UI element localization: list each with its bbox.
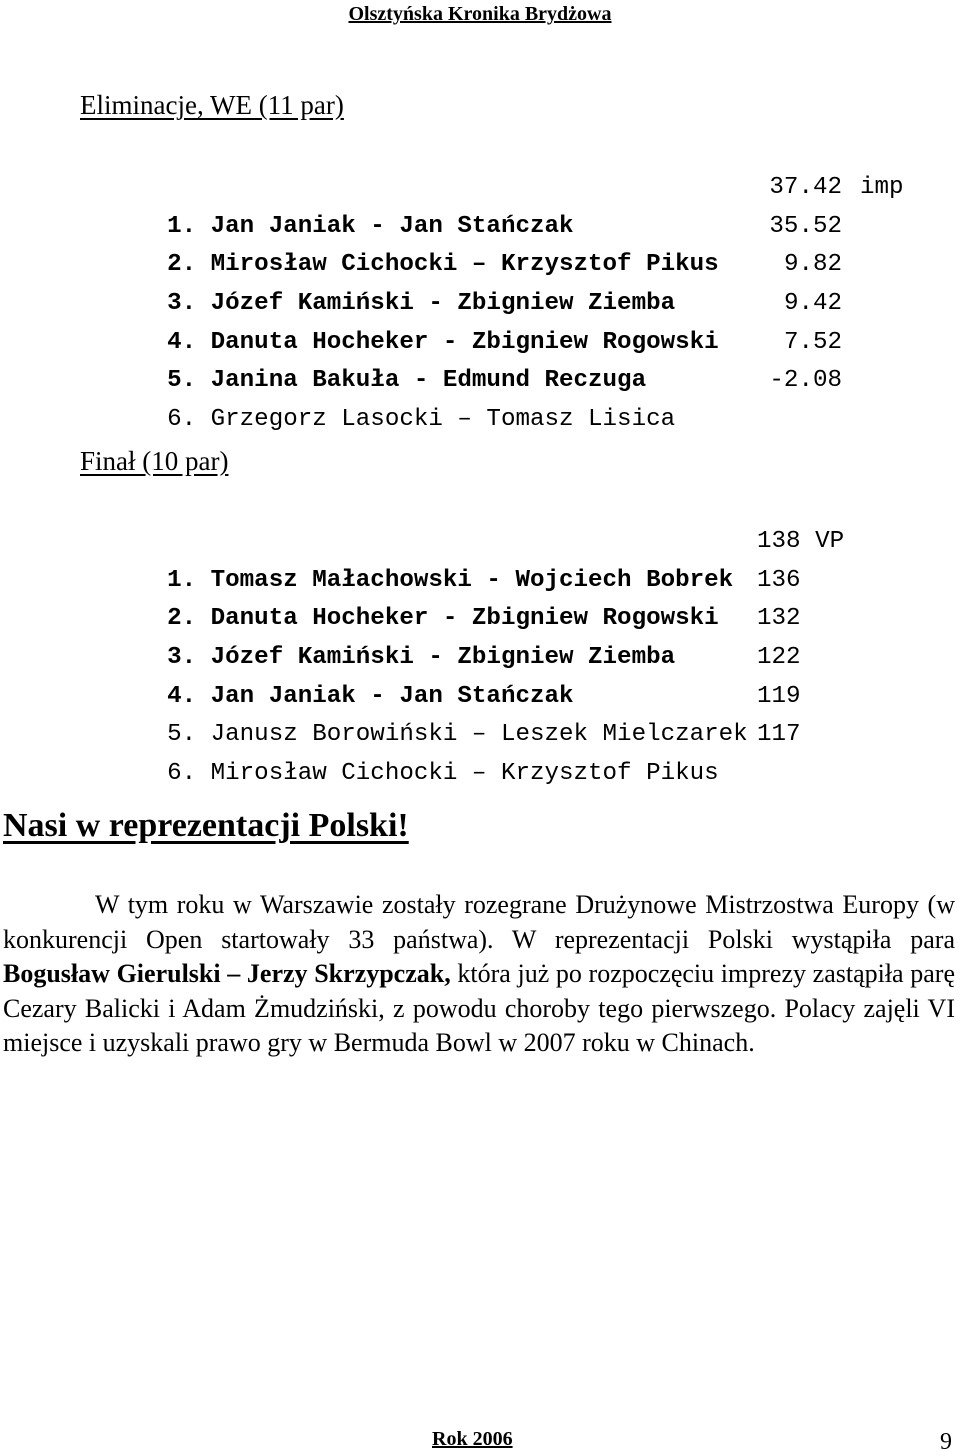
pair-name: Jan Janiak - Jan Stańczak	[210, 682, 574, 710]
article-paragraph	[3, 888, 955, 1061]
score-unit: imp	[860, 174, 904, 201]
result-row	[80, 523, 748, 594]
pair-name: Jan Janiak - Jan Stańczak	[210, 212, 574, 240]
rank: 6.	[167, 760, 197, 788]
final-scores	[757, 523, 877, 755]
score: 9.42	[783, 290, 842, 318]
rank: 5.	[167, 721, 197, 749]
result-row	[80, 169, 719, 240]
final-results	[80, 523, 748, 788]
score-cell	[700, 208, 910, 247]
footer-label: Rok 2006	[432, 1428, 513, 1450]
rank: 3.	[167, 644, 197, 672]
score-cell	[700, 169, 910, 208]
score-unit: VP	[815, 528, 845, 555]
pair-name: Danuta Hocheker - Zbigniew Rogowski	[210, 328, 719, 356]
pair-name: Mirosław Cichocki – Krzysztof Pikus	[210, 760, 719, 788]
article-bold-pair: Bogusław Gierulski – Jerzy Skrzypczak,	[3, 959, 451, 988]
score-cell	[700, 285, 910, 324]
rank: 3.	[167, 290, 197, 318]
rank: 4.	[167, 328, 197, 356]
score-cell	[757, 639, 877, 678]
pair-name: Józef Kamiński - Zbigniew Ziemba	[210, 290, 676, 318]
eliminations-results	[80, 169, 719, 434]
article-text-1: W tym roku w Warszawie zostały rozegrane Drużynowe Mistrzostwa Europy (w konkurencji Open startowały 33 państwa). W reprezentacji Polski wystąpiła para	[3, 890, 955, 954]
score-cell	[757, 523, 877, 562]
final-title: Finał (10 par)	[80, 446, 229, 476]
score: 119	[757, 682, 801, 710]
pair-name: Józef Kamiński - Zbigniew Ziemba	[210, 644, 676, 672]
article-text-2: która już po rozpoczęciu imprezy zastąpiła parę Cezary Balicki i Adam Żmudziński, z powodu choroby tego pierwszego. Polacy zajęli VI miejsce i uzyskali prawo gry w Bermuda Bowl w 2007 roku w Chinach.	[3, 959, 956, 1057]
score: 136	[757, 566, 801, 594]
score-cell	[700, 324, 910, 363]
article-title: Nasi w reprezentacji Polski!	[3, 807, 409, 844]
pair-name: Janusz Borowiński – Leszek Mielczarek	[210, 721, 748, 749]
score: 9.82	[783, 251, 842, 279]
score-cell	[757, 562, 877, 601]
rank: 5.	[167, 367, 197, 395]
pair-name: Tomasz Małachowski - Wojciech Bobrek	[210, 566, 734, 594]
rank: 1.	[167, 212, 197, 240]
score: 7.52	[783, 328, 842, 356]
pair-name: Grzegorz Lasocki – Tomasz Lisica	[210, 406, 676, 434]
score: 132	[757, 605, 801, 633]
eliminations-title: Eliminacje, WE (11 par)	[80, 90, 344, 120]
pair-name: Mirosław Cichocki – Krzysztof Pikus	[210, 251, 719, 279]
page-header	[0, 0, 960, 26]
score-cell	[757, 678, 877, 717]
rank: 1.	[167, 566, 197, 594]
score: 37.42	[769, 174, 842, 201]
score-cell	[700, 362, 910, 401]
rank: 6.	[167, 406, 197, 434]
score-cell	[757, 600, 877, 639]
eliminations-scores	[700, 169, 910, 401]
rank: 2.	[167, 251, 197, 279]
rank: 2.	[167, 605, 197, 633]
header-title: Olsztyńska Kronika Brydżowa	[348, 3, 612, 25]
score: 122	[757, 644, 801, 672]
score: 138	[757, 528, 801, 555]
score-cell	[757, 716, 877, 755]
pair-name: Janina Bakuła - Edmund Reczuga	[210, 367, 647, 395]
page-number: 9	[940, 1429, 952, 1455]
score-cell	[700, 246, 910, 285]
pair-name: Danuta Hocheker - Zbigniew Rogowski	[210, 605, 719, 633]
score: 35.52	[769, 212, 842, 240]
rank: 4.	[167, 682, 197, 710]
score: -2.08	[769, 367, 842, 395]
score: 117	[757, 721, 801, 749]
